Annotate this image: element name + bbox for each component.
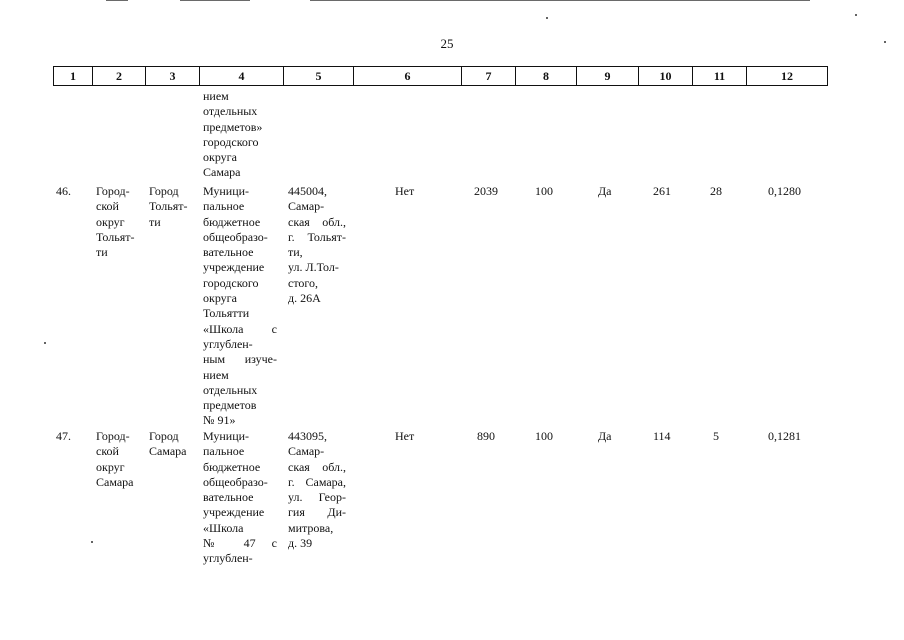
cell-line: предметов [203, 398, 257, 413]
cell-line: «Школа [203, 520, 244, 535]
cell-col11: 28 [710, 184, 722, 198]
scan-speck [91, 541, 93, 543]
cell-line: Город- [96, 429, 130, 443]
scan-speck [855, 14, 857, 16]
cell-line: ул. Геор- [288, 490, 346, 505]
cell-col8: 100 [535, 429, 553, 443]
cell-col10: 114 [653, 429, 671, 443]
cell-line: округа [203, 291, 237, 306]
cell-col11: 5 [713, 429, 719, 443]
scan-speck [546, 17, 548, 19]
cell-line: городского [203, 134, 259, 149]
cell-line: нием [203, 367, 229, 382]
row-number: 46. [56, 184, 71, 198]
header-col-12: 12 [746, 67, 827, 85]
header-col-11: 11 [692, 67, 746, 85]
cell-line: углублен- [203, 551, 253, 566]
cell-line: ской [96, 199, 119, 214]
cell-institution-name [203, 184, 277, 429]
cell-line: «Школа с [203, 321, 277, 336]
header-col-4: 4 [199, 67, 283, 85]
cell-municipality [96, 184, 135, 260]
row-number: 47. [56, 429, 71, 443]
cell-line: бюджетное [203, 459, 261, 474]
header-col-6: 6 [353, 67, 461, 85]
cell-line: г. Тольят- [288, 229, 346, 244]
header-col-1: 1 [70, 69, 76, 83]
cell-line: бюджетное [203, 214, 261, 229]
cell-line: предметов» [203, 119, 263, 134]
cell-line: вательное [203, 490, 254, 505]
cell-line: г. Самара, [288, 474, 346, 489]
cell-line: общеобразо- [203, 474, 268, 489]
page-number: 25 [440, 36, 454, 51]
cell-line: 443095, [288, 429, 327, 443]
cell-col6: Нет [395, 184, 415, 198]
cell-line: общеобразо- [203, 229, 268, 244]
cell-line: Муници- [203, 429, 250, 443]
cell-line: ным изуче- [203, 352, 277, 367]
cell-line: Город [149, 184, 179, 198]
cell-line: пальное [203, 444, 245, 459]
cell-line: д. 26А [288, 291, 321, 306]
cell-line: 445004, [288, 184, 327, 198]
cell-col7: 890 [477, 429, 495, 443]
cell-line: округа [203, 150, 237, 165]
cell-address [288, 184, 346, 306]
cell-line: ти [149, 214, 161, 229]
cell-municipality [96, 429, 134, 490]
header-col-9: 9 [576, 67, 638, 85]
cell-settlement [149, 184, 188, 230]
header-col-2: 2 [92, 67, 145, 85]
cell-settlement [149, 429, 187, 460]
cell-col7: 2039 [474, 184, 498, 198]
cell-line: ти, [288, 245, 303, 260]
cell-line: Город- [96, 184, 130, 198]
continuation-cell-col4 [203, 89, 262, 181]
cell-line: Муници- [203, 184, 250, 198]
cell-line: Город [149, 429, 179, 443]
cell-address [288, 429, 346, 551]
cell-line: ти [96, 245, 108, 260]
cell-line: № 47 с [203, 536, 277, 551]
cell-col8: 100 [535, 184, 553, 198]
cell-line: Самар- [288, 444, 325, 459]
cell-line: Самар- [288, 199, 325, 214]
scan-speck [44, 342, 46, 344]
header-col-10: 10 [638, 67, 692, 85]
cell-col12: 0,1281 [768, 429, 801, 443]
cell-line: вательное [203, 245, 254, 260]
cell-col10: 261 [653, 184, 671, 198]
cell-line: ул. Л.Тол- [288, 260, 339, 275]
cell-line: Самара [203, 165, 241, 180]
scan-artifact-top [0, 0, 904, 3]
cell-line: округ [96, 214, 125, 229]
cell-line: Тольят- [96, 229, 135, 244]
cell-line: нием [203, 89, 229, 103]
cell-line: ская обл., [288, 459, 346, 474]
cell-line: учреждение [203, 260, 265, 275]
cell-line: Тольят- [149, 199, 188, 214]
cell-line: пальное [203, 199, 245, 214]
cell-col12: 0,1280 [768, 184, 801, 198]
cell-line: городского [203, 275, 259, 290]
cell-line: округ [96, 459, 125, 474]
cell-col9: Да [598, 184, 612, 198]
cell-line: Самара [96, 474, 134, 489]
cell-line: Самара [149, 444, 187, 459]
cell-line: д. 39 [288, 536, 313, 551]
header-col-5: 5 [283, 67, 353, 85]
header-col-8: 8 [515, 67, 576, 85]
cell-line: гия Ди- [288, 505, 346, 520]
header-col-7: 7 [461, 67, 515, 85]
cell-line: ской [96, 444, 119, 459]
cell-line: митрова, [288, 520, 334, 535]
cell-line: отдельных [203, 382, 258, 397]
table-header-row [53, 66, 828, 86]
cell-line: углублен- [203, 336, 253, 351]
cell-line: ская обл., [288, 214, 346, 229]
cell-line: стого, [288, 275, 319, 290]
cell-col6: Нет [395, 429, 415, 443]
cell-institution-name [203, 429, 277, 567]
cell-line: учреждение [203, 505, 265, 520]
cell-line: отдельных [203, 104, 258, 119]
cell-line: № 91» [203, 413, 236, 428]
cell-col9: Да [598, 429, 612, 443]
header-col-3: 3 [145, 67, 199, 85]
cell-line: Тольятти [203, 306, 250, 321]
